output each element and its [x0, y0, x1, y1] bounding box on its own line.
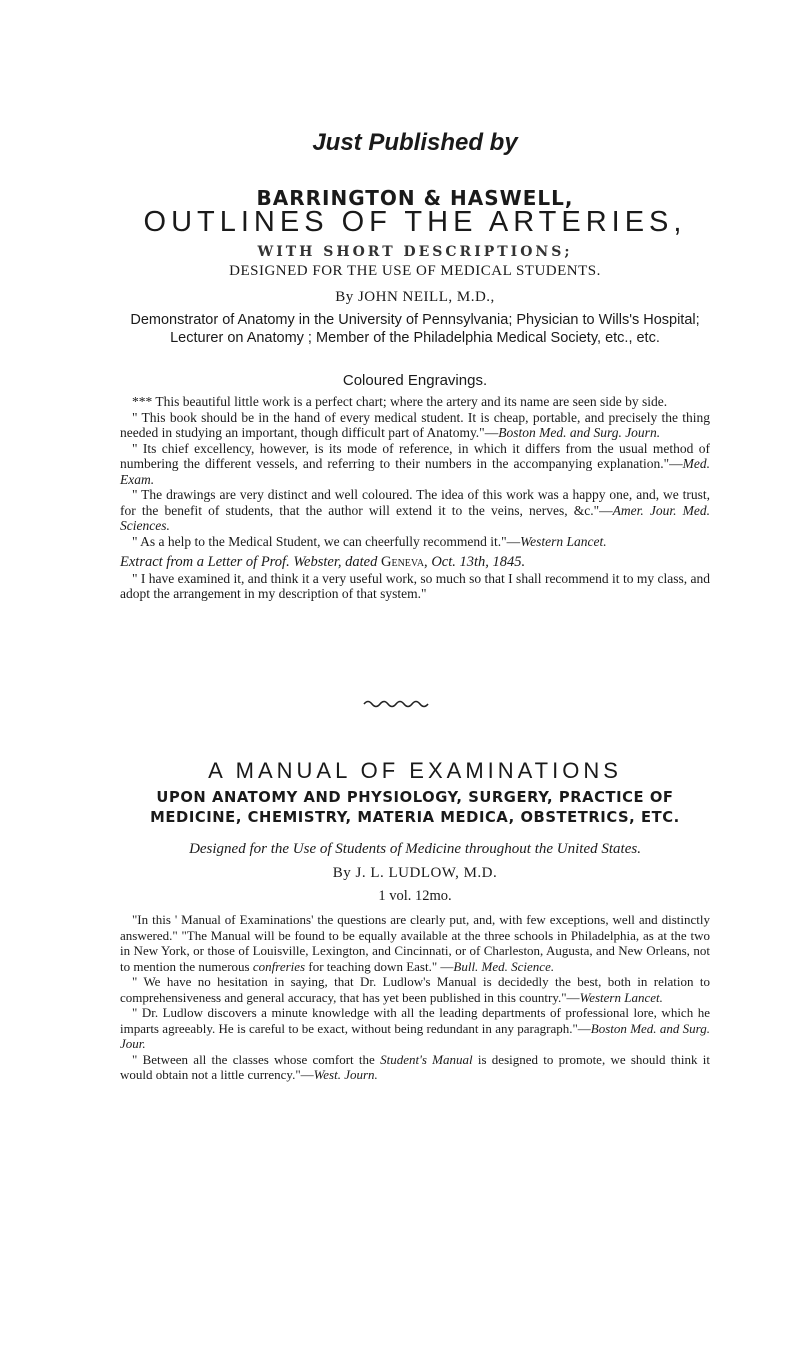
- review-paragraph: [120, 571, 710, 602]
- coloured-engravings: Coloured Engravings.: [342, 372, 488, 389]
- review-italic: confreries: [252, 958, 306, 974]
- review-text: " Dr. Ludlow discovers a minute knowledge with all the leading departments of professional lore, which he imparts agreeably. He is careful to be exact, without being redundant in any paragraph."—: [120, 1005, 710, 1036]
- author-bio: Demonstrator of Anatomy in the University of Pennsylvania; Physician to Wills's Hospital; Lecturer on Anatomy ; Member of the Philadelphia Medical Society, etc., etc.: [130, 312, 700, 346]
- review-source: Western Lancet.: [579, 989, 663, 1005]
- review-paragraph: [120, 1005, 710, 1052]
- review-text: " This book should be in the hand of every medical student. It is cheap, portable, and precisely the thing needed in studying an important, though difficult part of Anatomy."—: [120, 409, 710, 440]
- review-paragraph: [120, 410, 710, 441]
- review-source: Western Lancet.: [520, 533, 607, 549]
- reviews-section-1: [120, 394, 710, 602]
- extract-date: Oct. 13th, 1845.: [427, 554, 526, 570]
- review-source: Boston Med. and Surg. Journ.: [498, 425, 661, 440]
- review-text: "In this ' Manual of Examinations' the questions are clearly put, and, with few exceptions, well and distinctly answered." "The Manual will be found to be equally available at the three schools in Philadelphia, as at the two in New York, or those of Louisville, Lexington, and Cincinnati, or of Charleston, Augusta, and New Orleans, not to mention the numerous: [120, 912, 710, 974]
- with-short-descriptions: WITH SHORT DESCRIPTIONS;: [257, 244, 573, 260]
- author-ludlow: By J. L. LUDLOW, M.D.: [332, 865, 498, 881]
- review-text: " As a help to the Medical Student, we can cheerfully recommend it."—: [132, 533, 521, 549]
- review-text: " We have no hesitation in saying, that Dr. Ludlow's Manual is decidedly the best, both in relation to comprehensiveness and general accuracy, that has yet been published in this country."—: [120, 974, 710, 1005]
- review-paragraph: [120, 974, 710, 1005]
- manual-subtitle: UPON ANATOMY AND PHYSIOLOGY, SURGERY, PRACTICE OF MEDICINE, CHEMISTRY, MATERIA MEDICA, OBSTETRICS, ETC.: [150, 788, 680, 826]
- just-published-heading: Just Published by: [312, 129, 518, 156]
- extract-place: Geneva,: [380, 554, 428, 570]
- book-title-arteries: OUTLINES OF THE ARTERIES,: [143, 206, 687, 238]
- review-text: " Between all the classes whose comfort the: [132, 1051, 381, 1067]
- review-paragraph: [120, 1052, 710, 1083]
- publisher-name: BARRINGTON & HASWELL,: [256, 186, 574, 210]
- review-text: *** This beautiful little work is a perfect chart; where the artery and its name are seen side by side.: [132, 394, 668, 409]
- review-source: Amer. Jour. Med. Sciences.: [120, 502, 710, 533]
- volume-info: 1 vol. 12mo.: [378, 888, 452, 904]
- review-text: is designed to promote, we should think it would obtain not a little currency."—: [120, 1051, 711, 1082]
- extract-heading: [120, 555, 710, 571]
- author-neill: By JOHN NEILL, M.D.,: [335, 289, 495, 305]
- designed-for-line: DESIGNED FOR THE USE OF MEDICAL STUDENTS.: [229, 263, 601, 279]
- review-source: West. Journ.: [313, 1067, 378, 1082]
- review-paragraph: [120, 534, 710, 550]
- review-paragraph: [120, 912, 710, 974]
- review-source: Bull. Med. Science.: [453, 958, 555, 974]
- review-source: Med. Exam.: [120, 456, 710, 487]
- review-paragraph: [120, 487, 710, 534]
- review-paragraph: [120, 441, 710, 488]
- extract-text: Extract from a Letter of Prof. Webster, dated: [120, 554, 381, 570]
- review-source: Boston Med. and Surg. Jour.: [120, 1020, 710, 1051]
- wavy-divider-icon: [362, 697, 432, 709]
- manual-designed-for: Designed for the Use of Students of Medicine throughout the United States.: [189, 841, 641, 857]
- review-text: " The drawings are very distinct and well coloured. The idea of this work was a happy one, and, we trust, for the benefit of students, that the author will extend it to the veins, nerves, &c."—: [120, 487, 710, 518]
- book-title-manual: A MANUAL OF EXAMINATIONS: [208, 758, 622, 783]
- review-paragraph: [120, 394, 710, 410]
- reviews-section-2: [120, 912, 710, 1083]
- review-text: for teaching down East." —: [305, 958, 454, 974]
- review-text: " Its chief excellency, however, is its mode of reference, in which it differs from the usual method of numbering the different vessels, and referring to their numbers in the accompanying explanation."—: [120, 440, 710, 471]
- review-text: " I have examined it, and think it a very useful work, so much so that I shall recommend it to my class, and adopt the arrangement in my description of that system.": [120, 570, 710, 601]
- review-italic: Student's Manual: [380, 1051, 473, 1067]
